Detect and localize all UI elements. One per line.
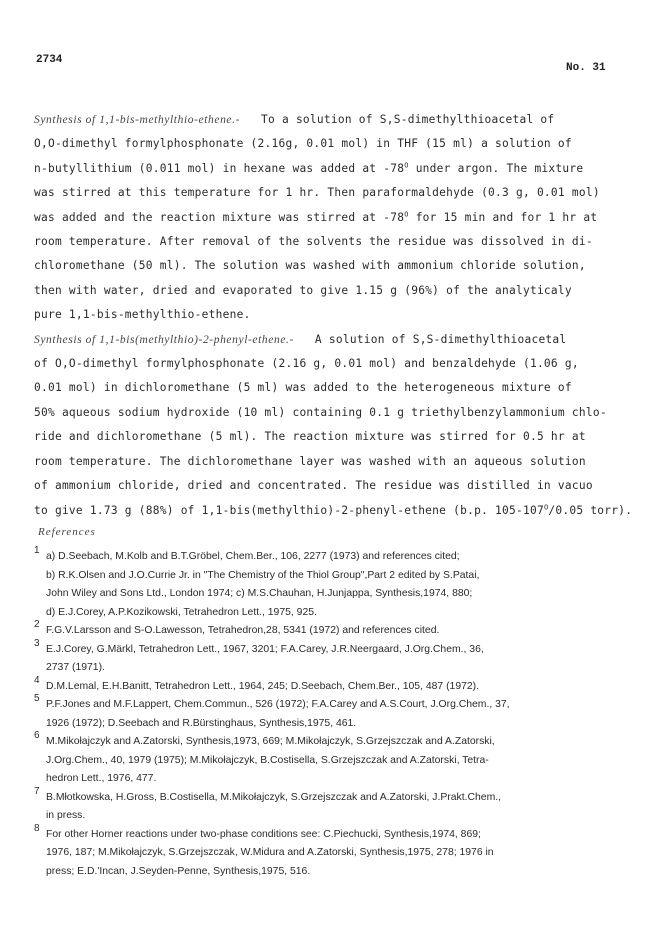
reference-text: 1976, 187; M.Mikołajczyk, S.Grzejszczak, W.Midura and A.Zatorski, Synthesis,1975, 278; 1976 in	[46, 847, 494, 858]
reference-line	[34, 863, 646, 882]
degree-mark: O	[404, 161, 409, 170]
reference-text: D.M.Lemal, E.H.Banitt, Tetrahedron Lett., 1964, 245; D.Seebach, Chem.Ber., 105, 487 (1972).	[46, 680, 480, 692]
reference-line	[34, 770, 646, 789]
text-line	[34, 157, 630, 181]
reference-line	[34, 807, 646, 826]
text-span: under argon. The mixture	[408, 161, 584, 175]
text-line: 0.01 mol) in dichloromethane (5 ml) was added to the heterogeneous mixture of	[34, 381, 572, 395]
reference-text: F.G.V.Larsson and S-O.Lawesson, Tetrahedron,28, 5341 (1972) and references cited.	[46, 625, 440, 636]
reference-text: hedron Lett., 1976, 477.	[46, 773, 157, 784]
page-number: 2734	[36, 54, 63, 66]
reference-number: 8	[34, 822, 40, 834]
text-line	[34, 206, 630, 230]
degree-mark: O	[404, 209, 409, 218]
reference-line	[34, 659, 646, 678]
reference-line	[34, 730, 646, 752]
text-line: ride and dichloromethane (5 ml). The reaction mixture was stirred for 0.5 hr at	[34, 430, 586, 444]
reference-number: 3	[34, 637, 40, 649]
text-line: room temperature. The dichloromethane layer was washed with an aqueous solution	[34, 454, 586, 468]
reference-line	[34, 844, 646, 863]
text-line: 50% aqueous sodium hydroxide (10 ml) containing 0.1 g triethylbenzylammonium chlo-	[34, 405, 607, 419]
reference-line	[34, 785, 646, 808]
synthesis-heading-2: Synthesis of 1,1-bis(methylthio)-2-phenyl-ethene.-	[34, 333, 294, 346]
reference-text: P.F.Jones and M.F.Lappert, Chem.Commun., 526 (1972); F.A.Carey and A.S.Court, J.Org.Chem., 37,	[46, 699, 510, 710]
reference-text: b) R.K.Olsen and J.O.Currie Jr. in "The Chemistry of the Thiol Group",Part 2 edited by S.Patai,	[46, 569, 480, 581]
reference-text: E.J.Corey, G.Märkl, Tetrahedron Lett., 1967, 3201; F.A.Carey, J.R.Neergaard, J.Org.Chem., 36,	[46, 643, 484, 655]
reference-line	[34, 545, 646, 567]
reference-text: B.Młotkowska, H.Gross, B.Costisella, M.Mikołajczyk, S.Grzejszczak and A.Zatorski, J.Prakt.Chem.,	[46, 791, 501, 803]
reference-line	[34, 752, 646, 771]
reference-line	[34, 637, 646, 660]
reference-text: 2737 (1971).	[46, 662, 105, 673]
text-line: chloromethane (50 ml). The solution was washed with ammonium chloride solution,	[34, 259, 586, 273]
text-line: was stirred at this temperature for 1 hr. Then paraformaldehyde (0.3 g, 0.01 mol)	[34, 186, 600, 200]
article-body	[34, 108, 633, 523]
reference-line	[34, 619, 646, 641]
references-heading: References	[38, 526, 96, 538]
synthesis-paragraph-2	[34, 328, 633, 523]
reference-text: in press.	[46, 810, 86, 821]
text-span: for 15 min and for 1 hr at	[408, 210, 598, 224]
issue-number: No. 31	[566, 62, 606, 74]
synthesis-heading-1: Synthesis of 1,1-bis-methylthio-ethene.-	[34, 114, 241, 126]
references-list	[34, 545, 646, 881]
reference-line	[34, 693, 646, 715]
reference-text: For other Horner reactions under two-phase conditions see: C.Piechucki, Synthesis,1974, 869;	[46, 828, 481, 840]
text-span: was added and the reaction mixture was stirred at -78	[34, 210, 405, 224]
reference-text: J.Org.Chem., 40, 1979 (1975); M.Mikołajczyk, B.Costisella, S.Grzejszczak and A.Zatorski, Tetra-	[46, 754, 489, 766]
reference-number: 6	[34, 730, 40, 741]
text-line: of O,O-dimethyl formylphosphonate (2.16 g, 0.01 mol) and benzaldehyde (1.06 g,	[34, 357, 579, 371]
reference-line	[34, 604, 646, 623]
reference-text: M.Mikołajczyk and A.Zatorski, Synthesis,1973, 669; M.Mikołajczyk, S.Grzejszczak and A.Zatorski,	[46, 736, 495, 747]
synthesis-paragraph-1	[34, 108, 630, 328]
reference-line	[34, 674, 646, 697]
reference-line	[34, 567, 646, 586]
text-line	[34, 328, 630, 352]
text-line: pure 1,1-bis-methylthio-ethene.	[34, 308, 251, 322]
degree-mark: O	[543, 502, 549, 511]
text-line	[34, 499, 633, 523]
text-span: /0.05 torr).	[548, 503, 633, 517]
reference-text: d) E.J.Corey, A.P.Kozikowski, Tetrahedron Lett., 1975, 925.	[46, 606, 317, 618]
text-line: of ammonium chloride, dried and concentrated. The residue was distilled in vacuo	[34, 479, 593, 493]
reference-text: a) D.Seebach, M.Kolb and B.T.Gröbel, Chem.Ber., 106, 2277 (1973) and references cited;	[46, 551, 460, 562]
reference-text: John Wiley and Sons Ltd., London 1974; c) M.S.Chauhan, H.Junjappa, Synthesis,1974, 880;	[46, 588, 473, 599]
reference-number: 4	[34, 674, 40, 686]
text-span: A solution of S,S-dimethylthioacetal	[314, 332, 567, 346]
reference-text: press; E.D.'Incan, J.Seyden-Penne, Synthesis,1975, 516.	[46, 865, 311, 877]
text-span: to give 1.73 g (88%) of 1,1-bis(methylthio)-2-phenyl-ethene (b.p. 105-107	[34, 503, 544, 517]
reference-number: 1	[34, 545, 40, 556]
text-line: O,O-dimethyl formylphosphonate (2.16g, 0.01 mol) in THF (15 ml) a solution of	[34, 137, 572, 151]
reference-number: 2	[34, 619, 40, 630]
text-span: To a solution of S,S-dimethylthioacetal of	[261, 113, 555, 126]
text-line	[34, 108, 630, 132]
text-span: n-butyllithium (0.011 mol) in hexane was added at -78	[34, 161, 405, 175]
text-line: room temperature. After removal of the solvents the residue was dissolved in di-	[34, 235, 593, 249]
reference-line	[34, 715, 646, 734]
reference-line	[34, 822, 646, 845]
reference-line	[34, 585, 646, 604]
text-line: then with water, dried and evaporated to give 1.15 g (96%) of the analyticaly	[34, 283, 572, 297]
reference-text: 1926 (1972); D.Seebach and R.Bürstinghaus, Synthesis,1975, 461.	[46, 717, 357, 729]
reference-number: 5	[34, 693, 40, 704]
reference-number: 7	[34, 785, 40, 797]
